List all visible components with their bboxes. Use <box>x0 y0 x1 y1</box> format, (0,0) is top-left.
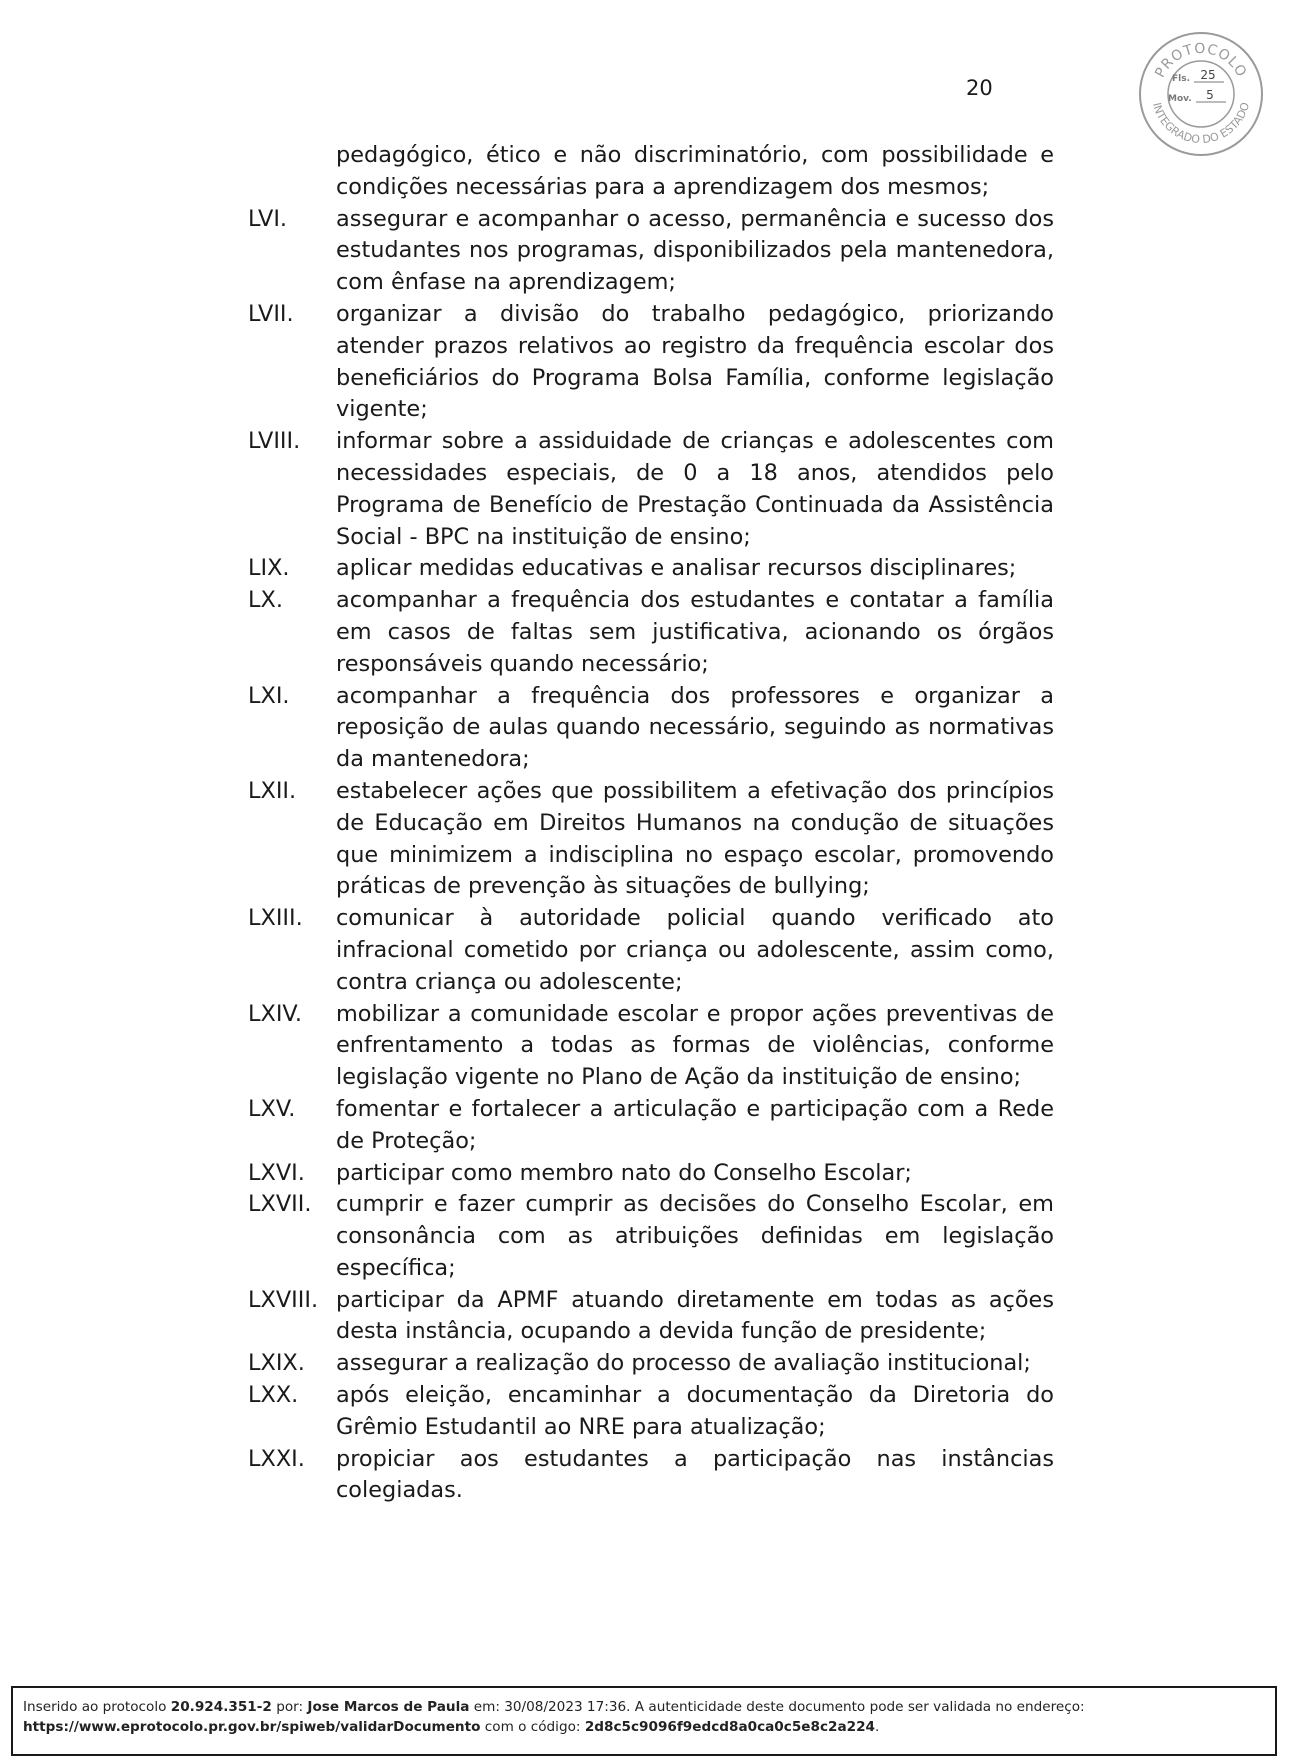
item-text: assegurar e acompanhar o acesso, permanência e sucesso dos estudantes nos programas, disponibilizados pela mantenedora, com ênfase na aprendizagem; <box>336 205 1054 296</box>
item-number: LXI. <box>248 682 290 709</box>
list-item <box>248 299 1054 426</box>
footer-line-2: https://www.eprotocolo.pr.gov.br/spiweb/validarDocumento com o código: 2d8c5c9096f9edcd8a0ca0c5e8c2a224. <box>23 1719 880 1735</box>
item-number: LXVI. <box>248 1159 305 1186</box>
item-text: comunicar à autoridade policial quando verificado ato infracional cometido por criança ou adolescente, assim como, contra criança ou adolescente; <box>336 905 1054 995</box>
item-number: LVIII. <box>248 428 301 455</box>
item-number: LXIII. <box>248 905 303 932</box>
item-text: aplicar medidas educativas e analisar recursos disciplinares; <box>336 555 1017 582</box>
item-number: LXV. <box>248 1095 296 1122</box>
list-item <box>248 681 1054 776</box>
item-number: LIX. <box>248 555 290 582</box>
list-item <box>248 1380 1054 1444</box>
list-item <box>248 426 1054 553</box>
item-number: LVI. <box>248 205 288 232</box>
item-number: LXVIII. <box>248 1286 319 1313</box>
item-number: LX. <box>248 587 283 614</box>
item-text: propiciar aos estudantes a participação nas instâncias colegiadas. <box>336 1445 1054 1504</box>
stamp-arc-top: PROTOCOLO <box>1152 40 1250 81</box>
item-text: estabelecer ações que possibilitem a efetivação dos princípios de Educação em Direitos Humanos na condução de situações que minimizem a indisciplina no espaço escolar, promovendo práticas de prevenção às situações de bullying; <box>336 777 1054 900</box>
item-number: LXVII. <box>248 1191 312 1218</box>
protocol-number: 20.924.351-2 <box>170 1699 272 1715</box>
item-text: participar da APMF atuando diretamente em todas as ações desta instância, ocupando a devida função de presidente; <box>336 1286 1054 1345</box>
list-item <box>248 1189 1054 1284</box>
protocol-stamp <box>1138 31 1264 157</box>
footer-validation-box <box>11 1686 1277 1756</box>
item-number: LXIV. <box>248 1000 302 1027</box>
page-number: 20 <box>966 76 993 100</box>
author-name: Jose Marcos de Paula <box>307 1699 470 1715</box>
list-item <box>248 903 1054 998</box>
item-text: cumprir e fazer cumprir as decisões do Conselho Escolar, em consonância com as atribuições definidas em legislação específica; <box>336 1191 1054 1281</box>
item-number: LXIX. <box>248 1350 305 1377</box>
list-item <box>248 204 1054 299</box>
item-text: participar como membro nato do Conselho Escolar; <box>336 1159 912 1186</box>
continuation-paragraph: pedagógico, ético e não discriminatório, com possibilidade e condições necessárias para a aprendizagem dos mesmos; <box>336 142 1054 200</box>
footer-line-1: Inserido ao protocolo 20.924.351-2 por: Jose Marcos de Paula em: 30/08/2023 17:36. A autenticidade deste documento pode ser validada no endereço: <box>23 1699 1085 1715</box>
document-body <box>248 140 1054 1507</box>
list-item <box>248 1348 1054 1380</box>
stamp-arc-bottom: INTEGRADO DO ESTADO <box>1150 100 1253 147</box>
list-item <box>248 776 1054 903</box>
item-number: LVII. <box>248 300 294 327</box>
list-item <box>248 1285 1054 1349</box>
item-text: acompanhar a frequência dos estudantes e contatar a família em casos de faltas sem justificativa, acionando os órgãos responsáveis quando necessário; <box>336 587 1054 677</box>
validation-code: 2d8c5c9096f9edcd8a0ca0c5e8c2a224 <box>584 1719 876 1735</box>
stamp-fls-label: Fls. <box>1172 74 1191 84</box>
stamp-fls-value: 25 <box>1200 68 1216 82</box>
list-item <box>248 585 1054 680</box>
list-item <box>248 1158 1054 1190</box>
stamp-mov-value: 5 <box>1206 88 1214 102</box>
list-item <box>248 1094 1054 1158</box>
list-item <box>248 553 1054 585</box>
item-number: LXX. <box>248 1382 299 1409</box>
item-text: assegurar a realização do processo de avaliação institucional; <box>336 1350 1031 1377</box>
item-text: acompanhar a frequência dos professores e organizar a reposição de aulas quando necessário, seguindo as normativas da mantenedora; <box>336 682 1054 773</box>
list-item <box>248 1444 1054 1508</box>
stamp-mov-label: Mov. <box>1168 94 1192 104</box>
validation-url[interactable]: https://www.eprotocolo.pr.gov.br/spiweb/validarDocumento <box>23 1719 481 1735</box>
item-text: após eleição, encaminhar a documentação da Diretoria do Grêmio Estudantil ao NRE para atualização; <box>336 1382 1054 1440</box>
item-list <box>248 204 1054 1508</box>
item-text: informar sobre a assiduidade de crianças e adolescentes com necessidades especiais, de 0 a 18 anos, atendidos pelo Programa de Benefício de Prestação Continuada da Assistência Social - BPC na instituição de ensino; <box>336 428 1054 550</box>
item-text: fomentar e fortalecer a articulação e participação com a Rede de Proteção; <box>336 1095 1054 1154</box>
list-item <box>248 999 1054 1094</box>
item-number: LXII. <box>248 777 297 804</box>
item-text: mobilizar a comunidade escolar e propor ações preventivas de enfrentamento a todas as formas de violências, conforme legislação vigente no Plano de Ação da instituição de ensino; <box>336 1000 1054 1091</box>
item-text: organizar a divisão do trabalho pedagógico, priorizando atender prazos relativos ao registro da frequência escolar dos beneficiários do Programa Bolsa Família, conforme legislação vigente; <box>336 300 1054 423</box>
item-number: LXXI. <box>248 1445 305 1472</box>
